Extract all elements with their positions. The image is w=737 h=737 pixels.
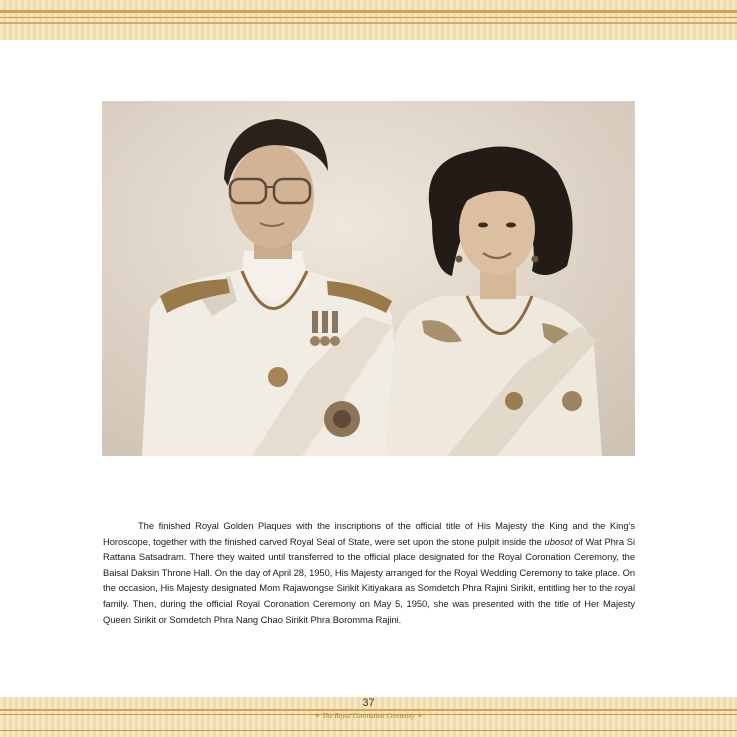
running-footer	[0, 711, 737, 720]
royal-portrait-photo	[102, 101, 635, 456]
chapter-title: The Royal Coronation Ceremony	[322, 712, 415, 720]
portrait-photo-icon	[102, 101, 635, 456]
star-ornament-icon: ✦	[416, 711, 424, 720]
caption-text-part-2: of Wat Phra Si Rattana Satsadram. There they waited until transferred to the official place designated for the Royal Coronation Ceremony, the Baisal Daksin Throne Hall. On the day of April 28, 1950, His Majesty arranged for the Royal Wedding Ceremony to take place. On the occasion, His Majesty designated Mom Rajawongse Sirikit Kitiyakara as Somdetch Phra Rajini Sirikit, entitling her to the royal family. Then, during the official Royal Coronation Ceremony on May 5, 1950, she was presented with the title of Her Majesty Queen Sirikit or Somdetch Phra Nang Chao Sirikit Phra Boromma Rajini.	[103, 535, 635, 625]
footer-rule	[0, 730, 737, 731]
header-decorative-band	[0, 0, 737, 40]
caption-text-part-1: The finished Royal Golden Plaques with the inscriptions of the official title of His Majesty the King and the King’s Horoscope, together with the finished carved Royal Seal of State, were set upon the stone pulpit inside the	[103, 520, 635, 547]
header-rule	[0, 17, 737, 18]
page-number: 37	[362, 697, 375, 709]
star-ornament-icon: ✦	[313, 711, 321, 720]
header-rule	[0, 22, 737, 24]
caption-paragraph	[103, 518, 635, 627]
caption-text-italic: ubosot	[544, 535, 573, 547]
header-rule	[0, 10, 737, 13]
